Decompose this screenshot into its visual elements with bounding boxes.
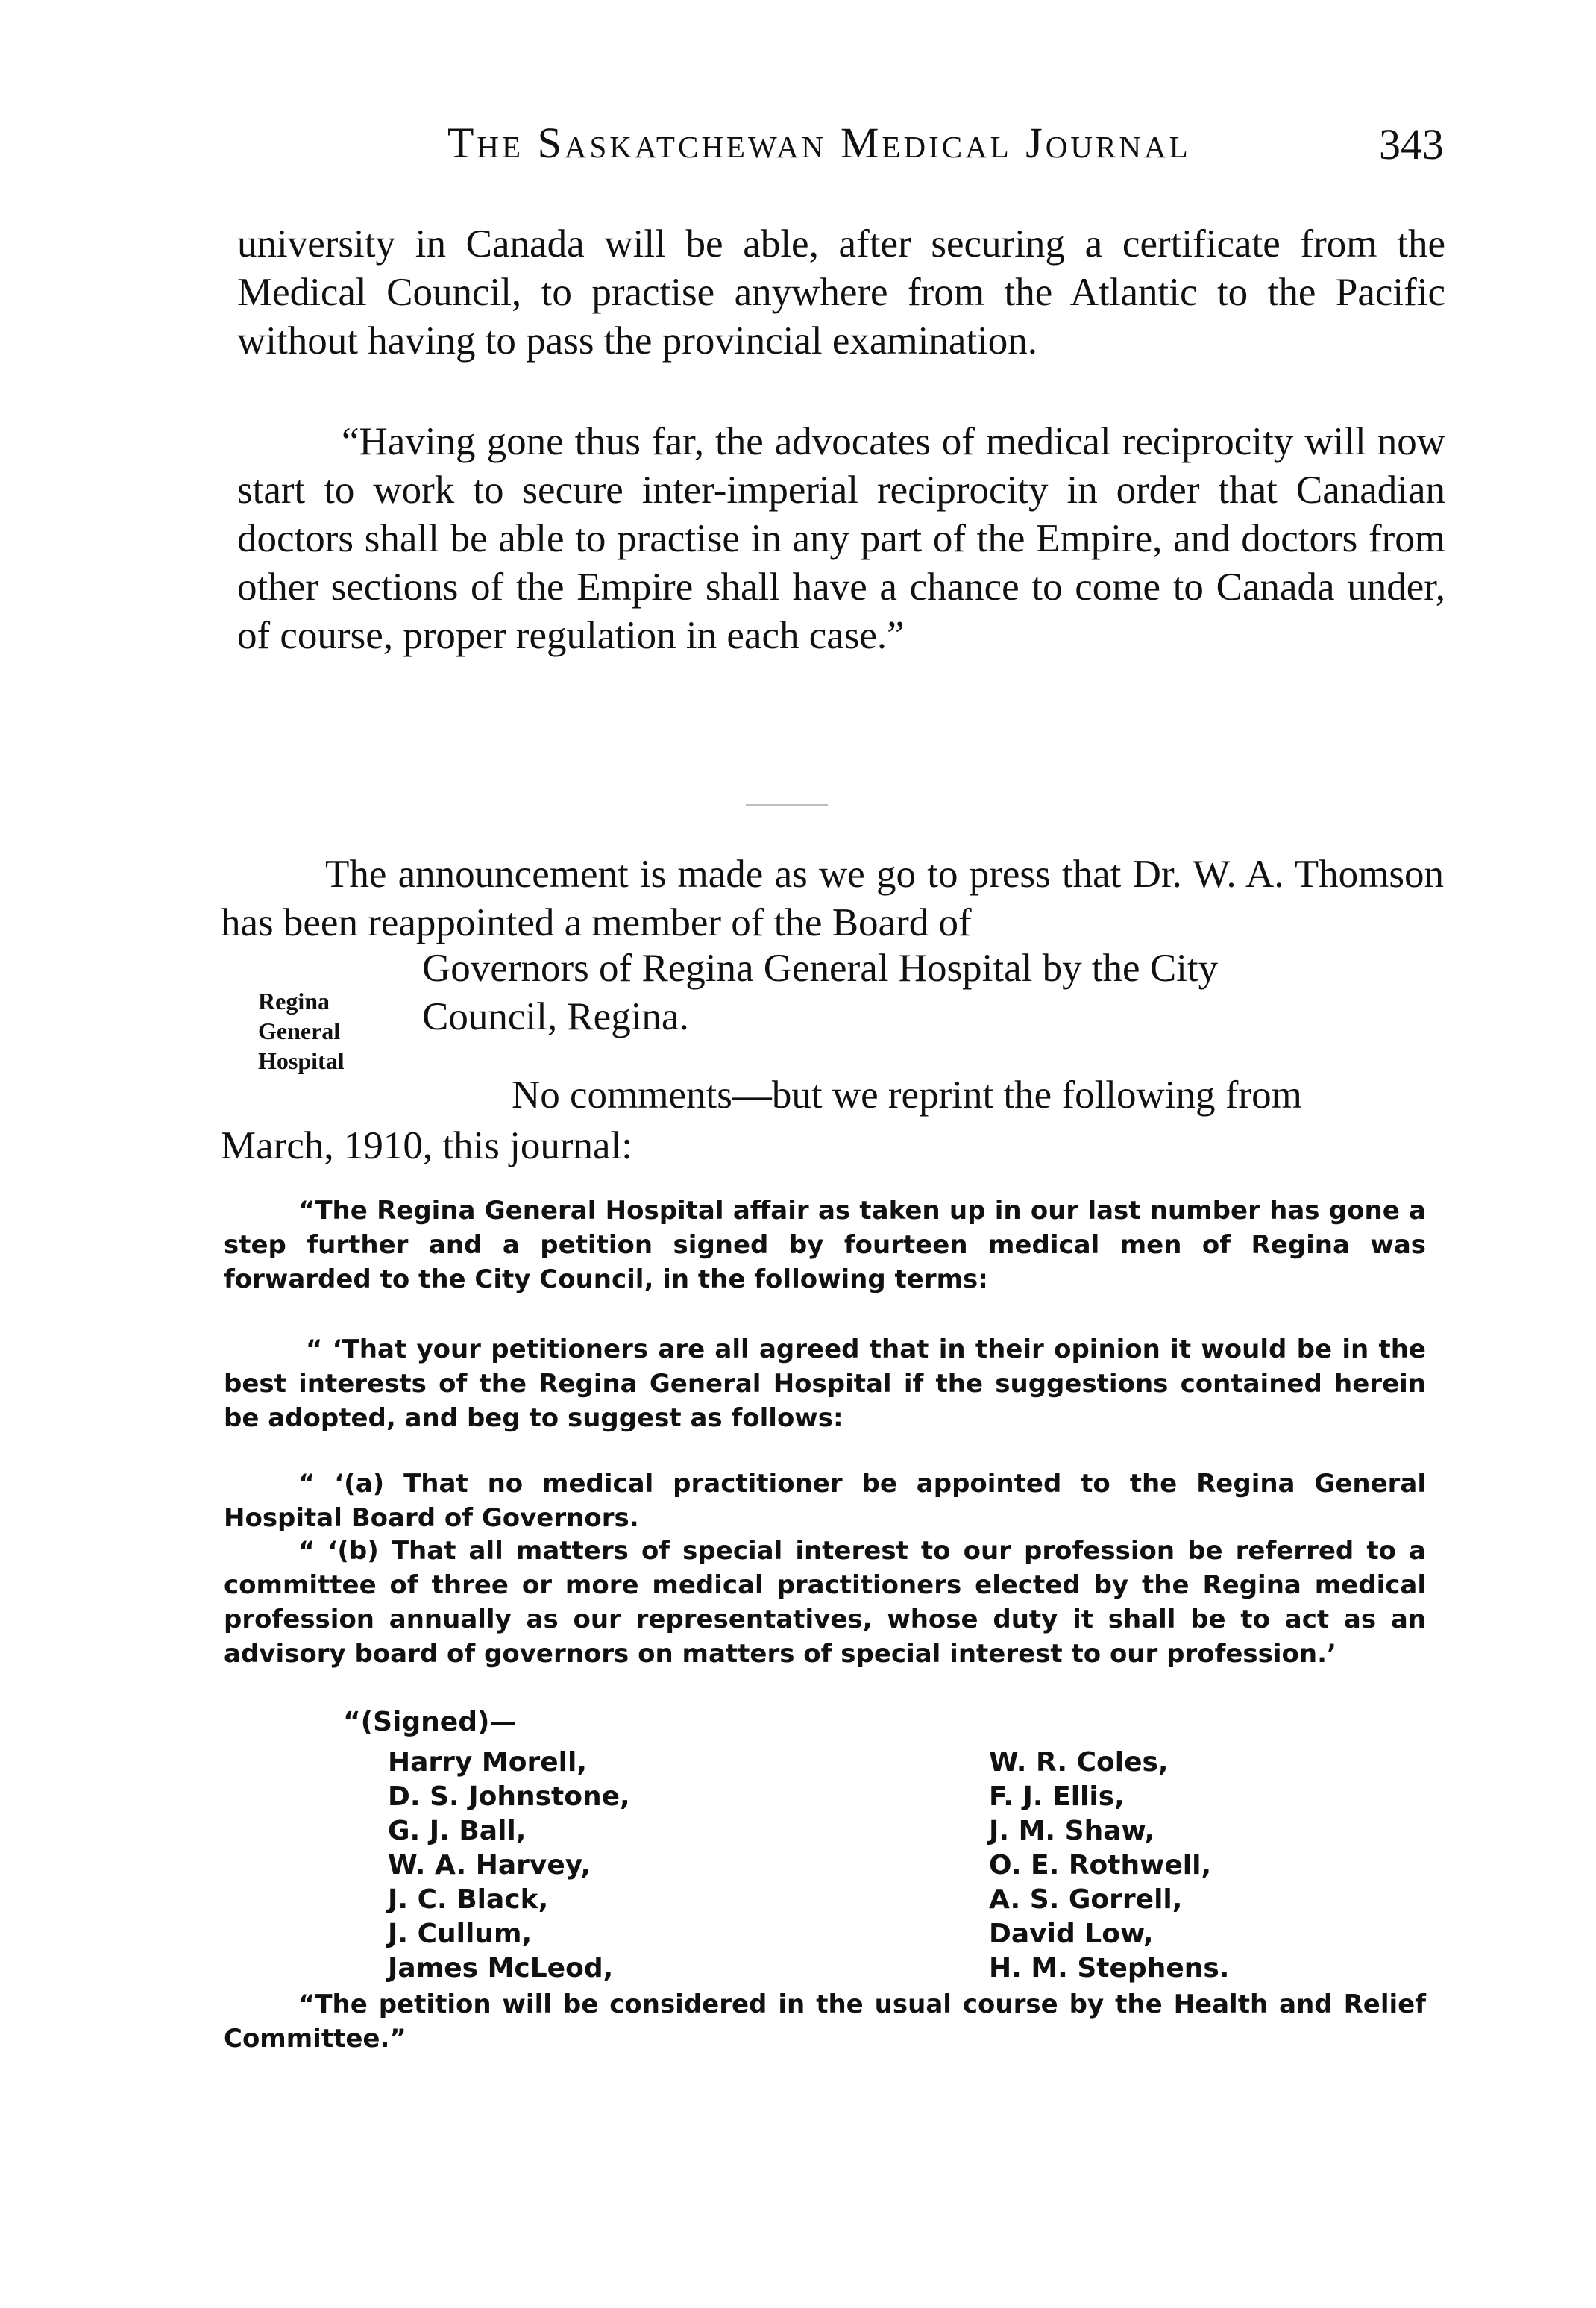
page-number: 343 xyxy=(1379,120,1444,169)
signatory: W. R. Coles, xyxy=(989,1747,1169,1778)
signatory: H. M. Stephens. xyxy=(989,1953,1230,1984)
signatory: David Low, xyxy=(989,1919,1154,1949)
signatory: J. Cullum, xyxy=(388,1919,532,1949)
signatory: G. J. Ball, xyxy=(388,1816,527,1846)
side-note-line: Regina xyxy=(258,988,330,1015)
reciprocity-paragraph-1: university in Canada will be able, after securing a certificate from the Medical Council, to practise anywhere from the Atlantic to the Pacific without having to pass the provincial examination. xyxy=(237,222,1445,363)
signed-label: “(Signed)— xyxy=(343,1707,517,1737)
announcement-line-governors: Governors of Regina General Hospital by the City xyxy=(422,947,1219,990)
signatory: F. J. Ellis, xyxy=(989,1781,1125,1812)
side-note-regina-general-hospital xyxy=(258,986,392,1076)
signatory: Harry Morell, xyxy=(388,1747,588,1778)
quote-closing: “The petition will be considered in the usual course by the Health and Relief Committee.” xyxy=(224,1989,1426,2054)
signatory: D. S. Johnstone, xyxy=(388,1781,630,1812)
side-note-line: Hospital xyxy=(258,1047,345,1074)
quote-item-b: “ ‘(b) That all matters of special interest to our profession be referred to a committee of three or more medical practitioners elected by the Regina medical profession annually as our representatives, whose duty it shall be to act as an advisory board of governors on matters of special interest to our profession.’ xyxy=(224,1536,1426,1669)
signatory: W. A. Harvey, xyxy=(388,1850,591,1881)
section-separator xyxy=(746,804,828,806)
reciprocity-paragraph-2: “Having gone thus far, the advocates of medical reciprocity will now start to work to secure inter-imperial reciprocity in order that Canadian doctors shall be able to practise in any part of the Empire, and doctors from other sections of the Empire shall have a chance to come to Canada under, of course, proper regulation in each case.” xyxy=(237,420,1445,657)
quote-intro: “The Regina General Hospital affair as taken up in our last number has gone a step further and a petition signed by fourteen medical men of Regina was forwarded to the City Council, in the following terms: xyxy=(224,1196,1426,1294)
signatory: A. S. Gorrell, xyxy=(989,1884,1183,1915)
running-head: The Saskatchewan Medical Journal xyxy=(447,119,1191,167)
announcement-line-council: Council, Regina. xyxy=(422,995,689,1038)
signatory: O. E. Rothwell, xyxy=(989,1850,1212,1881)
side-note-line: General xyxy=(258,1017,341,1044)
signatory: J. C. Black, xyxy=(388,1884,549,1915)
quote-petition: “ ‘That your petitioners are all agreed that in their opinion it would be in the best interests of the Regina General Hospital if the suggestions contained herein be adopted, and beg to suggest as follows: xyxy=(224,1335,1426,1433)
signatories-right xyxy=(989,1746,1229,1986)
comments-line-1: No comments—but we reprint the following from xyxy=(512,1073,1302,1117)
signatories-left xyxy=(388,1746,630,1986)
comments-line-2: March, 1910, this journal: xyxy=(221,1124,632,1167)
signatory: J. M. Shaw, xyxy=(989,1816,1155,1846)
quote-item-a: “ ‘(a) That no medical practitioner be appointed to the Regina General Hospital Board of Governors. xyxy=(224,1469,1426,1533)
announcement-paragraph: The announcement is made as we go to press that Dr. W. A. Thomson has been reappointed a member of the Board of xyxy=(221,853,1444,944)
signatory: James McLeod, xyxy=(388,1953,614,1984)
